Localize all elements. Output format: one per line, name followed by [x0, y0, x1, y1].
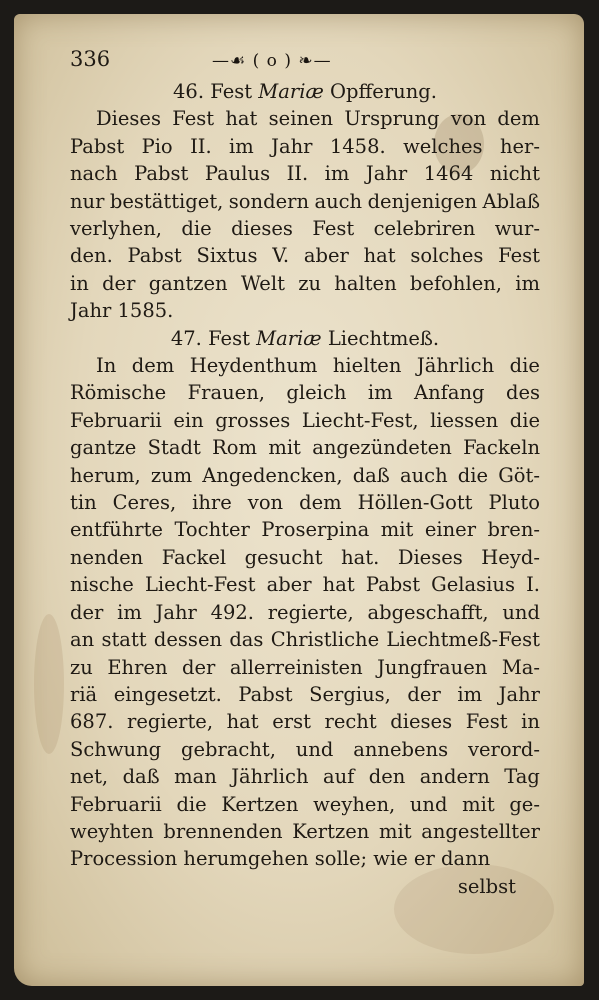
word: im [367, 381, 393, 405]
section-heading-47 [70, 325, 540, 352]
word: dieses [390, 710, 453, 734]
word: Kertzen [221, 792, 299, 816]
text-line [70, 489, 540, 516]
word: der [182, 655, 216, 679]
text-line [70, 215, 540, 242]
text-line [70, 736, 540, 763]
text-line [70, 352, 540, 379]
word: der [70, 600, 104, 624]
word: Jährlich [416, 354, 495, 378]
word: In [96, 354, 117, 378]
word: Fackeln [463, 436, 540, 460]
word: der [102, 271, 136, 295]
word: aber [303, 244, 349, 268]
word: halten [334, 271, 397, 295]
word: Kertzen [292, 819, 370, 843]
word: gebracht, [180, 737, 276, 761]
word: Sergius, [309, 682, 391, 706]
word: dem [497, 107, 540, 131]
word: Sixtus [196, 244, 258, 268]
word: man [174, 765, 217, 789]
word: denjenigen [367, 189, 478, 213]
word: Paulus [204, 162, 271, 186]
word: dessen [153, 628, 223, 652]
word: Schwung [70, 737, 162, 761]
word: Höllen-Gott [357, 491, 473, 515]
text-line [70, 133, 540, 160]
word: hat [363, 244, 396, 268]
section-heading-46 [70, 78, 540, 105]
text-line [70, 571, 540, 598]
word: den [368, 765, 406, 789]
word: nische [70, 573, 134, 597]
text-line: Jahr 1585. [70, 299, 174, 323]
word: mit [268, 436, 301, 460]
word: nicht [489, 162, 540, 186]
word: riä [70, 682, 98, 706]
word: von [247, 491, 284, 515]
word: Tag [504, 765, 540, 789]
word: verord- [467, 737, 540, 761]
word: V. [272, 244, 290, 268]
word: her- [499, 134, 540, 158]
page-header [70, 46, 540, 78]
heading-word: Mariæ [258, 80, 324, 103]
word: erst [272, 710, 311, 734]
word: das [229, 628, 264, 652]
word: daß [352, 463, 390, 487]
word: recht [324, 710, 377, 734]
text-line [70, 599, 540, 626]
word: Ursprung [344, 107, 440, 131]
word: Pabst [134, 162, 189, 186]
word: hat. [341, 545, 380, 569]
heading-word: Fest [210, 80, 253, 103]
word: grosses [215, 408, 291, 432]
word: celebriren [373, 217, 476, 241]
word: regierte, [127, 710, 214, 734]
word: im [457, 682, 483, 706]
word: weyhten [70, 819, 154, 843]
word: nenden [70, 545, 144, 569]
word: die [181, 217, 212, 241]
word: im [117, 600, 142, 624]
word: hat [225, 107, 258, 131]
word: abgeschafft, [367, 600, 489, 624]
word: regierte, [267, 600, 354, 624]
word: eingesetzt. [113, 682, 222, 706]
word: wur- [494, 217, 540, 241]
word: gantzen [148, 271, 228, 295]
word: dieses [231, 217, 293, 241]
word: im [324, 162, 350, 186]
word: entführte [70, 518, 163, 542]
word: mit [380, 518, 414, 542]
paper-stain [34, 614, 64, 754]
word: daß [122, 765, 160, 789]
word: angestellter [421, 819, 540, 843]
word: II. [286, 162, 309, 186]
word: mit [379, 819, 412, 843]
word: auch [314, 189, 363, 213]
word: Tochter [174, 518, 250, 542]
text-block [70, 46, 540, 900]
word: nur [70, 189, 105, 213]
word: Liecht-Fest [144, 573, 256, 597]
word: Pabst [238, 682, 293, 706]
word: bren- [487, 518, 540, 542]
word: Proserpina [261, 518, 370, 542]
word: Liechtmeß-Fest [386, 628, 540, 652]
word: Ma- [501, 655, 540, 679]
word: Februarii [70, 408, 162, 432]
word: Fest [312, 217, 355, 241]
word: der [407, 682, 441, 706]
word: ihre [192, 491, 232, 515]
word: an [70, 628, 95, 652]
word: Pio [141, 134, 173, 158]
word: Ceres, [112, 491, 177, 515]
word: Heydenthum [189, 354, 318, 378]
word: bestättiget, [109, 189, 224, 213]
word: Jahr [155, 600, 197, 624]
text-line [70, 188, 540, 215]
text-line [70, 270, 540, 297]
word: Pabst [365, 573, 421, 597]
word: zu [298, 271, 322, 295]
text-line [70, 544, 540, 571]
word: Frauen, [187, 381, 265, 405]
word: hat [226, 710, 259, 734]
word: herum, [70, 463, 141, 487]
text-line [70, 516, 540, 543]
word: den. [70, 244, 113, 268]
word: Göt- [498, 463, 540, 487]
word: gantze [70, 436, 137, 460]
text-line [70, 105, 540, 132]
word: Pabst [127, 244, 182, 268]
word: befohlen, [409, 271, 502, 295]
word: hat [322, 573, 355, 597]
text-line: Procession herumgehen solle; wie er dann [70, 847, 491, 871]
word: andern [419, 765, 490, 789]
word: gesucht [244, 545, 323, 569]
word: hielten [332, 354, 402, 378]
word: solches [410, 244, 484, 268]
text-line [70, 379, 540, 406]
word: Heyd- [481, 545, 540, 569]
word: Angedencken, [202, 463, 343, 487]
word: Jahr [498, 682, 540, 706]
heading-number: 47. [170, 326, 202, 350]
word: Dieses [397, 545, 463, 569]
word: 1464 [423, 162, 474, 186]
word: welches [403, 134, 483, 158]
word: Jungfrauen [377, 655, 488, 679]
word: dem [131, 354, 175, 378]
word: dem [299, 491, 342, 515]
text-line [70, 626, 540, 653]
text-line [70, 654, 540, 681]
word: Fest [172, 107, 215, 131]
word: im [515, 271, 540, 295]
book-page [14, 14, 584, 986]
header-ornament: —☙ ( o ) ❧— [212, 51, 332, 71]
word: ge- [509, 792, 540, 816]
heading-word: Fest [208, 326, 250, 350]
heading-word: Mariæ [256, 326, 322, 350]
text-line [70, 791, 540, 818]
text-line [70, 462, 540, 489]
word: ein [173, 408, 204, 432]
word: einer [424, 518, 477, 542]
word: 492. [210, 600, 254, 624]
word: Fackel [161, 545, 227, 569]
word: die [176, 792, 207, 816]
text-line [70, 818, 540, 845]
word: Fest [465, 710, 508, 734]
word: mit [462, 792, 495, 816]
word: gleich [286, 381, 347, 405]
text-line [70, 681, 540, 708]
word: und [409, 792, 448, 816]
word: auf [322, 765, 355, 789]
catchword: selbst [457, 874, 516, 898]
word: Jährlich [231, 765, 309, 789]
word: zum [150, 463, 193, 487]
word: Liecht-Fest, [301, 408, 419, 432]
word: angezündeten [312, 436, 452, 460]
heading-word: Liechtmeß. [327, 326, 440, 350]
word: Gelasius [431, 573, 515, 597]
word: Welt [240, 271, 285, 295]
word: Dieses [96, 107, 161, 131]
section-47-body [70, 352, 540, 873]
text-line [70, 434, 540, 461]
page-number: 336 [70, 47, 111, 71]
word: brennenden [163, 819, 283, 843]
word: Römische [70, 381, 167, 405]
word: weyhen, [313, 792, 396, 816]
word: Christliche [270, 628, 380, 652]
word: die [509, 354, 540, 378]
word: die [457, 463, 489, 487]
text-line [70, 763, 540, 790]
word: Jahr [271, 134, 313, 158]
word: liessen [430, 408, 499, 432]
word: net, [70, 765, 109, 789]
word: II. [190, 134, 212, 158]
word: und [502, 600, 540, 624]
word: zu [70, 655, 93, 679]
word: 687. [70, 710, 114, 734]
word: Fest [498, 244, 540, 268]
word: auch [399, 463, 448, 487]
text-line [70, 708, 540, 735]
heading-word: Opfferung. [329, 80, 437, 103]
word: verlyhen, [70, 217, 162, 241]
word: Rom [212, 436, 258, 460]
word: Anfang [414, 381, 485, 405]
word: Jahr [365, 162, 408, 186]
word: des [505, 381, 540, 405]
word: tin [70, 491, 97, 515]
section-46-body [70, 105, 540, 324]
word: Ehren [107, 655, 168, 679]
word: in [70, 271, 89, 295]
word: Februarii [70, 792, 162, 816]
word: Pluto [488, 491, 540, 515]
text-line [70, 160, 540, 187]
word: nach [70, 162, 118, 186]
word: seinen [268, 107, 334, 131]
heading-number: 46. [173, 80, 205, 103]
word: sondern [228, 189, 310, 213]
word: von [450, 107, 487, 131]
word: Pabst [70, 134, 125, 158]
word: I. [526, 573, 540, 597]
word: im [229, 134, 254, 158]
word: die [509, 408, 540, 432]
word: 1458. [329, 134, 386, 158]
word: Stadt [147, 436, 201, 460]
word: allerreinisten [229, 655, 363, 679]
word: in [521, 710, 540, 734]
word: aber [266, 573, 312, 597]
text-line [70, 242, 540, 269]
word: annebens [353, 737, 449, 761]
word: und [295, 737, 334, 761]
text-line [70, 407, 540, 434]
word: Ablaß [482, 189, 540, 213]
word: statt [101, 628, 147, 652]
